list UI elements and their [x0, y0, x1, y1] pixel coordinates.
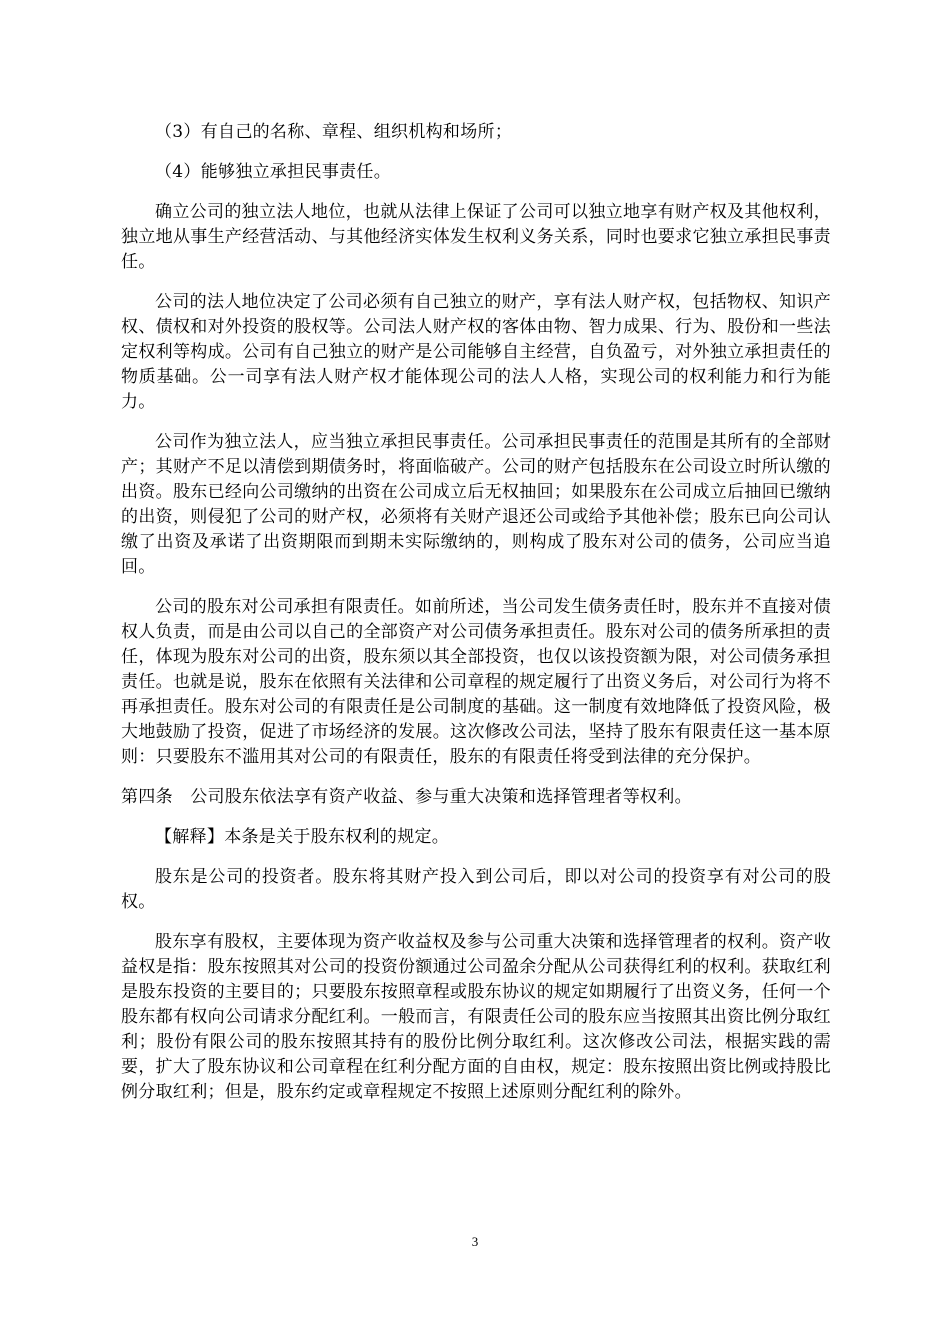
paragraph-shareholders-investors: 股东是公司的投资者。股东将其财产投入到公司后，即以对公司的投资享有对公司的股权。 — [121, 867, 831, 912]
paragraph-legal-property: 公司的法人地位决定了公司必须有自己独立的财产，享有法人财产权，包括物权、知识产权、债权和对外投资的股权等。公司法人财产权的客体由物、智力成果、行为、股份和一些法定权利等构成。公司有自己独立的财产是公司能够自主经营，自负盈亏，对外独立承担责任的物质基础。公一司享有法人财产权才能体现公司的法人人格，实现公司的权利能力和行为能力。 — [121, 292, 831, 412]
paragraph-shareholder-rights: 股东享有股权，主要体现为资产收益权及参与公司重大决策和选择管理者的权利。资产收益权是指：股东按照其对公司的投资份额通过公司盈余分配从公司获得红利的权利。获取红利是股东投资的主要目的；只要股东按照章程或股东协议的规定如期履行了出资义务，任何一个股东都有权向公司请求分配红利。一般而言，有限责任公司的股东应当按照其出资比例分取红利；股份有限公司的股东按照其持有的股份比例分取红利。这次修改公司法，根据实践的需要，扩大了股东协议和公司章程在红利分配方面的自由权，规定：股东按照出资比例或持股比例分取红利；但是，股东约定或章程规定不按照上述原则分配红利的除外。 — [121, 932, 831, 1102]
list-item-4: （4）能够独立承担民事责任。 — [155, 162, 392, 182]
paragraph-limited-liability: 公司的股东对公司承担有限责任。如前所述，当公司发生债务责任时，股东并不直接对债权人负责，而是由公司以自己的全部资产对公司债务承担责任。股东对公司的债务所承担的责任，体现为股东对公司的出资，股东须以其全部投资，也仅以该投资额为限，对公司债务承担责任。也就是说，股东在依照有关法律和公司章程的规定履行了出资义务后，对公司行为将不再承担责任。股东对公司的有限责任是公司制度的基础。这一制度有效地降低了投资风险，极大地鼓励了投资，促进了市场经济的发展。这次修改公司法，坚持了股东有限责任这一基本原则：只要股东不滥用其对公司的有限责任，股东的有限责任将受到法律的充分保护。 — [121, 597, 831, 767]
paragraph-explanation: 【解释】本条是关于股东权利的规定。 — [155, 827, 450, 847]
page-body — [121, 120, 831, 1120]
list-item-3: （3）有自己的名称、章程、组织机构和场所； — [155, 122, 513, 142]
paragraph-civil-liability: 公司作为独立法人，应当独立承担民事责任。公司承担民事责任的范围是其所有的全部财产；其财产不足以清偿到期债务时，将面临破产。公司的财产包括股东在公司设立时所认缴的出资。股东已经向公司缴纳的出资在公司成立后无权抽回；如果股东在公司成立后抽回已缴纳的出资，则侵犯了公司的财产权，必须将有关财产退还公司或给予其他补偿；股东已向公司认缴了出资及承诺了出资期限而到期未实际缴纳的，则构成了股东对公司的债务，公司应当追回。 — [121, 432, 831, 577]
paragraph-independent-legal-status: 确立公司的独立法人地位，也就从法律上保证了公司可以独立地享有财产权及其他权利，独立地从事生产经营活动、与其他经济实体发生权利义务关系，同时也要求它独立承担民事责任。 — [121, 202, 831, 272]
article-heading: 第四条 公司股东依法享有资产收益、参与重大决策和选择管理者等权利。 — [121, 787, 692, 807]
page-number: 3 — [471, 1234, 479, 1249]
